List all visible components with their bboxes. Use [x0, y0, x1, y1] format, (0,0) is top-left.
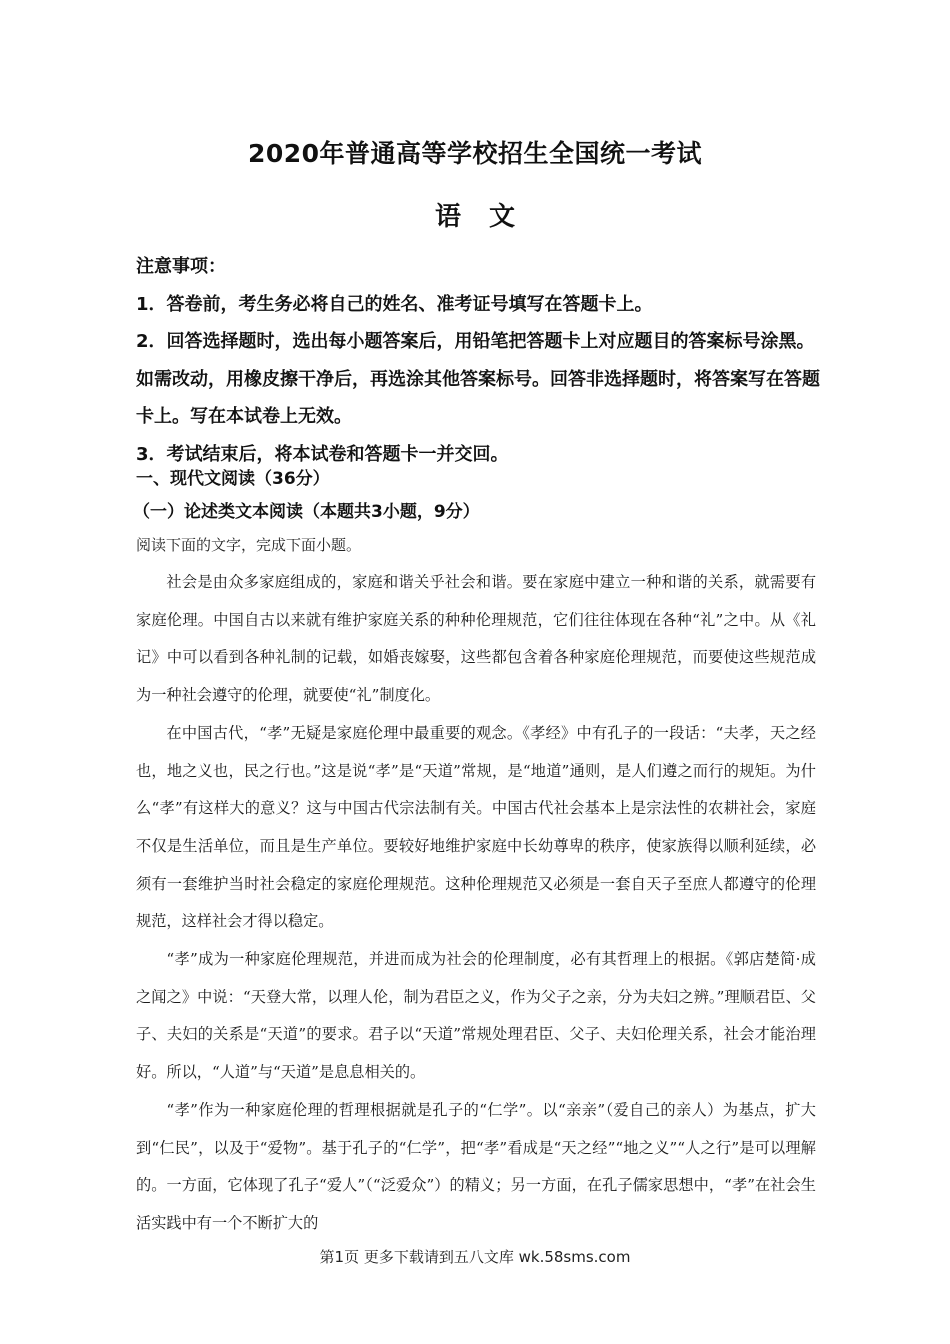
passage-paragraph-1: 社会是由众多家庭组成的，家庭和谐关乎社会和谐。要在家庭中建立一种和谐的关系，就需要有家庭伦理。中国自古以来就有维护家庭关系的种种伦理规范，它们往往体现在各种“礼”之中。从《礼记》中可以看到各种礼制的记载，如婚丧嫁娶，这些都包含着各种家庭伦理规范，而要使这些规范成为一种社会遵守的伦理，就要使“礼”制度化。	[136, 573, 816, 705]
reading-passage	[136, 564, 816, 1243]
reading-instruction: 阅读下面的文字，完成下面小题。	[136, 536, 362, 554]
section-heading-1: 一、现代文阅读（36分）	[136, 469, 330, 489]
passage-paragraph-3: “孝”成为一种家庭伦理规范，并进而成为社会的伦理制度，必有其哲理上的根据。《郭店楚简·成之闻之》中说：“天登大常，以理人伦，制为君臣之义，作为父子之亲，分为夫妇之辨。”理顺君臣、父子、夫妇的关系是“天道”的要求。君子以“天道”常规处理君臣、父子、夫妇伦理关系，社会才能治理好。所以，“人道”与“天道”是息息相关的。	[136, 950, 816, 1082]
notice-block	[136, 248, 826, 473]
subject-title: 语文	[434, 202, 543, 232]
notice-heading: 注意事项：	[136, 256, 226, 277]
notice-item-2: 2．回答选择题时，选出每小题答案后，用铅笔把答题卡上对应题目的答案标号涂黑。如需改动，用橡皮擦干净后，再选涂其他答案标号。回答非选择题时，将答案写在答题卡上。写在本试卷上无效。	[136, 331, 820, 427]
passage-paragraph-4: “孝”作为一种家庭伦理的哲理根据就是孔子的“仁学”。以“亲亲”（爱自己的亲人）为基点，扩大到“仁民”，以及于“爱物”。基于孔子的“仁学”，把“孝”看成是“天之经”“地之义”“人之行”是可以理解的。一方面，它体现了孔子“爱人”（“泛爱众”）的精义；另一方面，在孔子儒家思想中，“孝”在社会生活实践中有一个不断扩大的	[136, 1100, 816, 1232]
passage-paragraph-2: 在中国古代，“孝”无疑是家庭伦理中最重要的观念。《孝经》中有孔子的一段话：“夫孝，天之经也，地之义也，民之行也。”这是说“孝”是“天道”常规，是“地道”通则，是人们遵之而行的规矩。为什么“孝”有这样大的意义？这与中国古代宗法制有关。中国古代社会基本上是宗法性的农耕社会，家庭不仅是生活单位，而且是生产单位。要较好地维护家庭中长幼尊卑的秩序，使家族得以顺利延续，必须有一套维护当时社会稳定的家庭伦理规范。这种伦理规范又必须是一套自天子至庶人都遵守的伦理规范，这样社会才得以稳定。	[136, 723, 816, 931]
page-footer: 第1页 更多下载请到五八文库 wk.58sms.com	[319, 1248, 631, 1266]
notice-item-1: 1．答卷前，考生务必将自己的姓名、准考证号填写在答题卡上。	[136, 293, 653, 315]
exam-title: 2020年普通高等学校招生全国统一考试	[247, 139, 703, 168]
notice-item-3: 3．考试结束后，将本试卷和答题卡一并交回。	[136, 443, 509, 465]
section-heading-1-1: （一）论述类文本阅读（本题共3小题，9分）	[133, 502, 480, 522]
